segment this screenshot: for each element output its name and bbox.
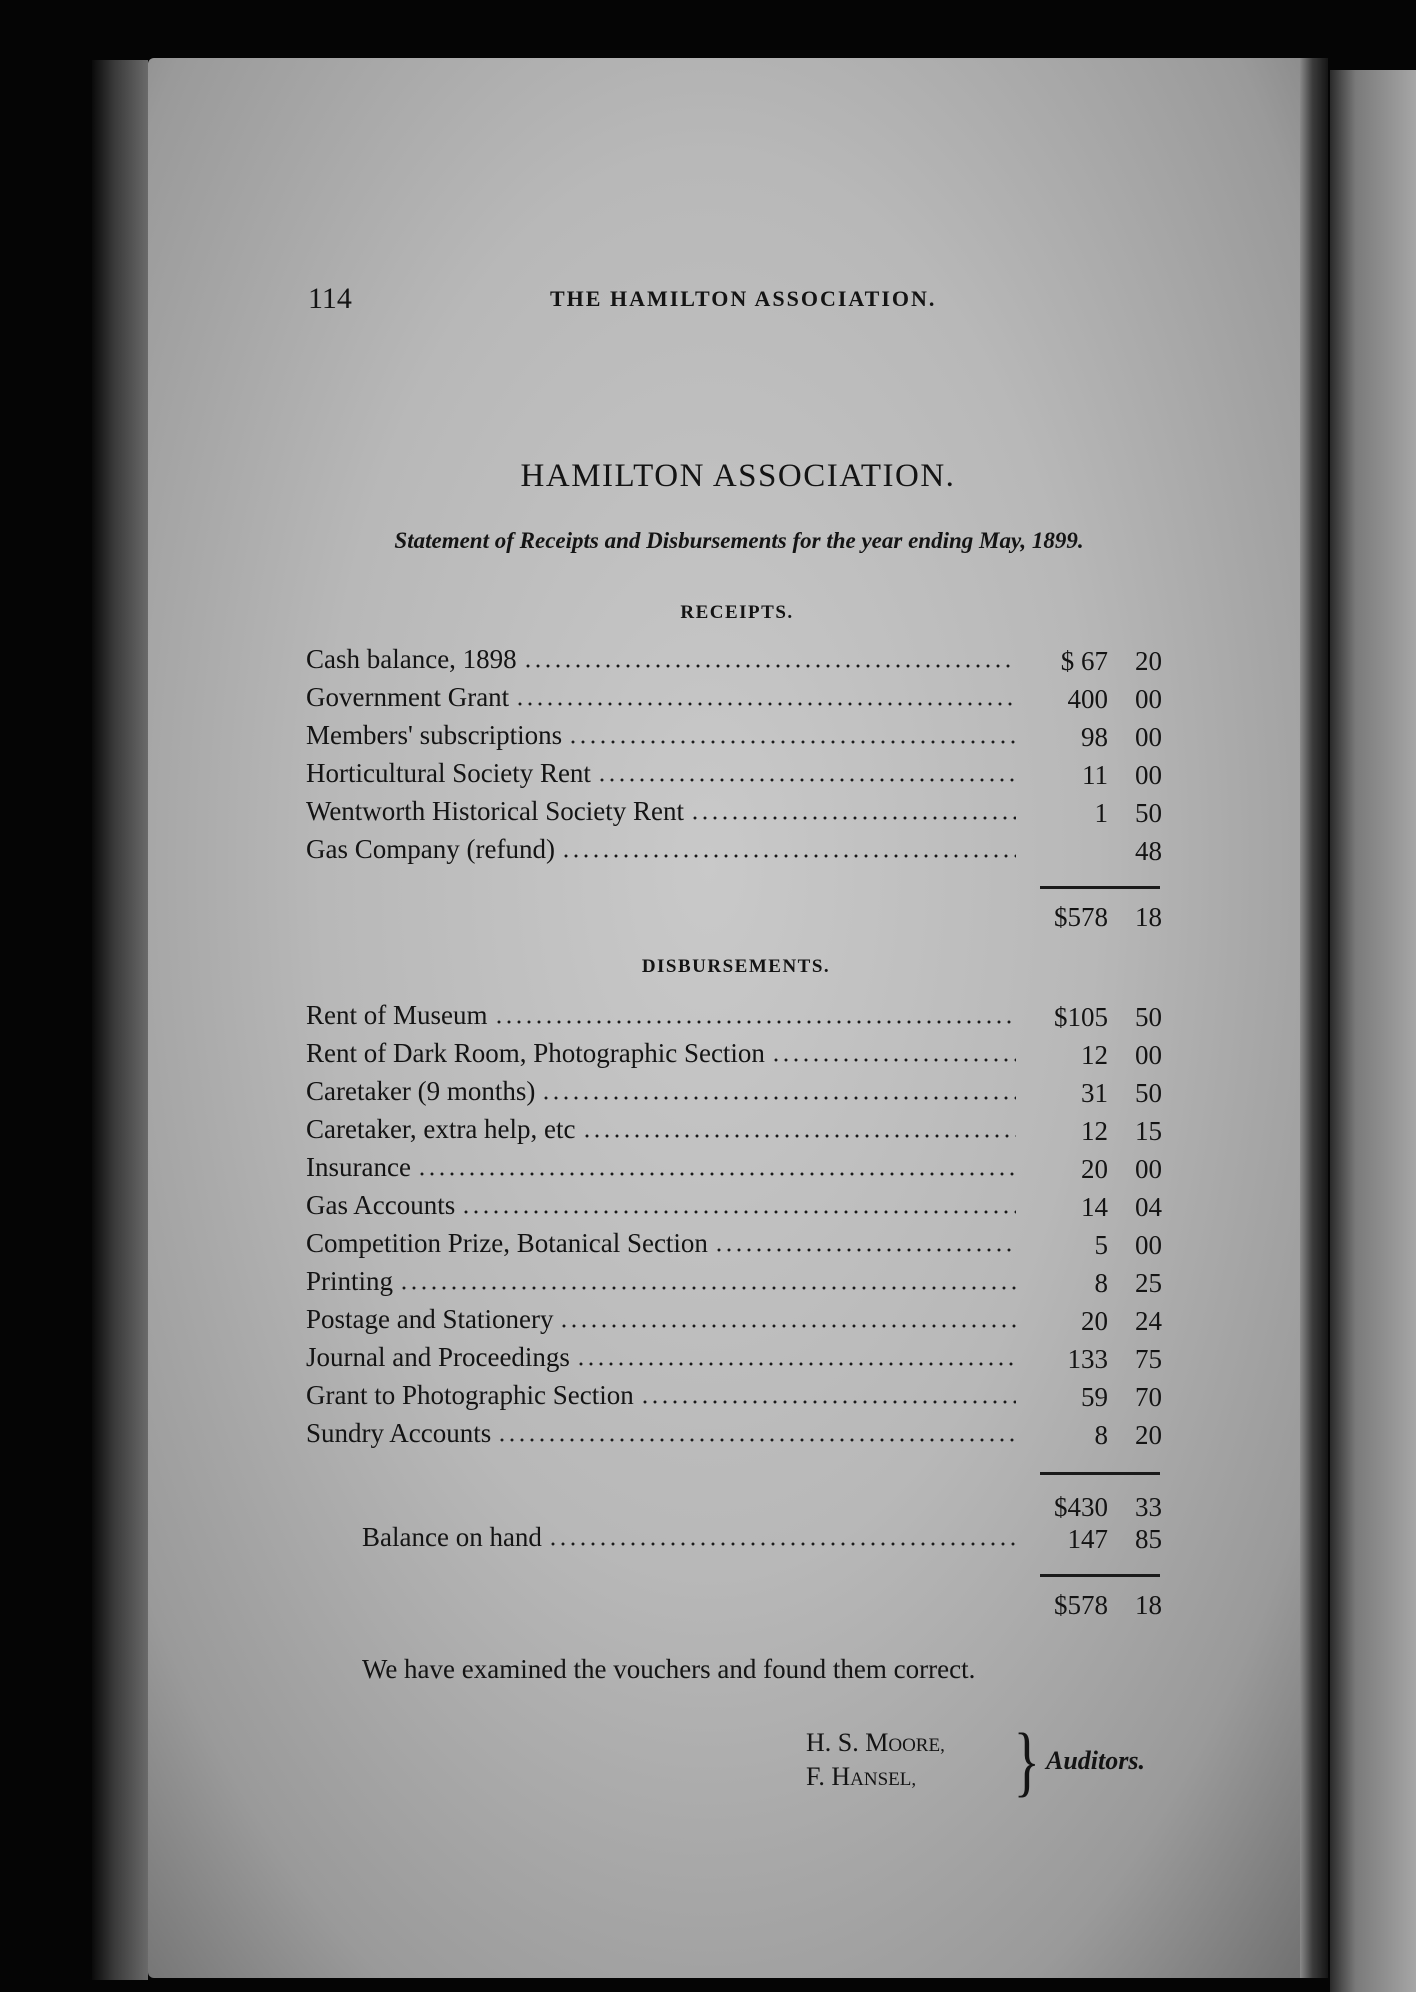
dot-leader [417, 1172, 1016, 1176]
row-cents: 50 [1135, 798, 1162, 828]
dot-leader [541, 1096, 1016, 1100]
row-dollars: 400 [1067, 684, 1108, 714]
balance-cents: 85 [1135, 1524, 1162, 1554]
balance-label: Balance on hand [362, 1522, 542, 1552]
row-cents: 00 [1135, 1154, 1162, 1184]
running-head: THE HAMILTON ASSOCIATION. [550, 286, 937, 311]
receipts-total [306, 900, 1166, 936]
page-number: 114 [308, 282, 352, 315]
row-label: Sundry Accounts [306, 1418, 492, 1448]
row-dollars: 8 [1094, 1420, 1108, 1450]
grand-total-cents: 18 [1135, 1590, 1162, 1620]
grand-total-dollars: $578 [1054, 1590, 1108, 1620]
row-label: Postage and Stationery [306, 1304, 554, 1334]
row-dollars: 14 [1081, 1192, 1108, 1222]
total-rule [1040, 886, 1160, 889]
row-label: Caretaker (9 months) [306, 1076, 536, 1106]
row-dollars: 20 [1081, 1154, 1108, 1184]
total-cents: 18 [1135, 902, 1162, 932]
dot-leader [771, 1058, 1016, 1062]
row-cents: 20 [1135, 1420, 1162, 1450]
row-label: Cash balance, 1898 [306, 644, 517, 674]
statement-subtitle: Statement of Receipts and Disbursements for the year ending May, 1899. [394, 528, 1084, 553]
row-dollars: 11 [1082, 760, 1108, 790]
dot-leader [548, 1542, 1016, 1546]
ledger-row [306, 1418, 1166, 1454]
balance-dollars: 147 [1067, 1524, 1108, 1554]
brace-glyph: } [1013, 1717, 1040, 1804]
row-dollars: $105 [1054, 1002, 1108, 1032]
dot-leader [399, 1286, 1016, 1290]
subtotal-dollars: $430 [1054, 1492, 1108, 1522]
dot-leader [714, 1248, 1016, 1252]
row-label: Printing [306, 1266, 394, 1296]
row-label: Members' subscriptions [306, 720, 563, 750]
auditor-name: H. S. MOORE, [806, 1728, 945, 1757]
row-dollars: 20 [1081, 1306, 1108, 1336]
page-title: HAMILTON ASSOCIATION. [520, 458, 956, 494]
row-cents: 24 [1135, 1306, 1162, 1336]
ledger-row [306, 1076, 1166, 1112]
row-label: Rent of Museum [306, 1000, 488, 1030]
ledger-row [306, 1114, 1166, 1150]
ledger-row [306, 1190, 1166, 1226]
dot-leader [597, 778, 1016, 782]
row-label: Horticultural Society Rent [306, 758, 591, 788]
disbursements-heading: DISBURSEMENTS. [641, 956, 831, 977]
dot-leader [515, 702, 1016, 706]
row-cents: 00 [1135, 1230, 1162, 1260]
ledger-row [306, 1152, 1166, 1188]
dot-leader [559, 1324, 1016, 1328]
ledger-row [306, 834, 1166, 870]
row-cents: 04 [1135, 1192, 1162, 1222]
dot-leader [690, 816, 1016, 820]
row-label: Competition Prize, Botanical Section [306, 1228, 708, 1258]
dot-leader [497, 1438, 1016, 1442]
dot-leader [576, 1362, 1016, 1366]
row-dollars: 98 [1081, 722, 1108, 752]
dot-leader [523, 664, 1016, 668]
grand-total-rule [1040, 1574, 1160, 1577]
ledger-row [306, 720, 1166, 756]
dot-leader [461, 1210, 1016, 1214]
row-dollars: 59 [1081, 1382, 1108, 1412]
dot-leader [494, 1020, 1016, 1024]
row-cents: 00 [1135, 1040, 1162, 1070]
auditors-label: Auditors. [1046, 1746, 1145, 1775]
subtotal-cents: 33 [1135, 1492, 1162, 1522]
row-label: Gas Company (refund) [306, 834, 555, 864]
dot-leader [561, 854, 1016, 858]
ledger-row [306, 1266, 1166, 1302]
row-label: Rent of Dark Room, Photographic Section [306, 1038, 765, 1068]
row-cents: 15 [1135, 1116, 1162, 1146]
dot-leader [568, 740, 1016, 744]
ledger-row [306, 796, 1166, 832]
row-dollars: $ 67 [1060, 646, 1108, 676]
ledger-row [306, 1038, 1166, 1074]
row-label: Journal and Proceedings [306, 1342, 570, 1372]
dot-leader [582, 1134, 1016, 1138]
row-dollars: 133 [1067, 1344, 1108, 1374]
row-label: Caretaker, extra help, etc [306, 1114, 576, 1144]
facing-page-edge [1330, 70, 1416, 1992]
row-dollars: 8 [1094, 1268, 1108, 1298]
ledger-row [306, 1304, 1166, 1340]
row-cents: 20 [1135, 646, 1162, 676]
ledger-row [306, 1000, 1166, 1036]
row-label: Insurance [306, 1152, 411, 1182]
balance-row [362, 1522, 1166, 1558]
ledger-row [306, 758, 1166, 794]
ledger-row [306, 644, 1166, 680]
auditor-name: F. HANSEL, [806, 1762, 917, 1791]
row-cents: 50 [1135, 1002, 1162, 1032]
ledger-row [306, 1380, 1166, 1416]
row-label: Grant to Photographic Section [306, 1380, 634, 1410]
total-dollars: $578 [1054, 902, 1108, 932]
row-dollars: 5 [1094, 1230, 1108, 1260]
row-cents: 70 [1135, 1382, 1162, 1412]
row-cents: 00 [1135, 760, 1162, 790]
disbursements-total [306, 1588, 1166, 1624]
ledger-row [306, 1228, 1166, 1264]
row-dollars: 1 [1094, 798, 1108, 828]
dot-leader [640, 1400, 1016, 1404]
row-cents: 50 [1135, 1078, 1162, 1108]
row-dollars: 12 [1081, 1116, 1108, 1146]
row-cents: 25 [1135, 1268, 1162, 1298]
subtotal-rule [1040, 1472, 1160, 1475]
row-label: Government Grant [306, 682, 510, 712]
book-spine [1300, 58, 1328, 1978]
row-cents: 00 [1135, 684, 1162, 714]
disbursements-subtotal [306, 1490, 1166, 1526]
row-dollars: 12 [1081, 1040, 1108, 1070]
row-label: Gas Accounts [306, 1190, 456, 1220]
ledger-row [306, 682, 1166, 718]
receipts-heading: RECEIPTS. [680, 602, 794, 623]
scan-gutter [92, 60, 148, 1980]
row-dollars: 31 [1081, 1078, 1108, 1108]
row-cents: 75 [1135, 1344, 1162, 1374]
auditor-statement: We have examined the vouchers and found them correct. [362, 1654, 976, 1684]
row-cents: 48 [1135, 836, 1162, 866]
row-cents: 00 [1135, 722, 1162, 752]
ledger-row [306, 1342, 1166, 1378]
row-label: Wentworth Historical Society Rent [306, 796, 684, 826]
